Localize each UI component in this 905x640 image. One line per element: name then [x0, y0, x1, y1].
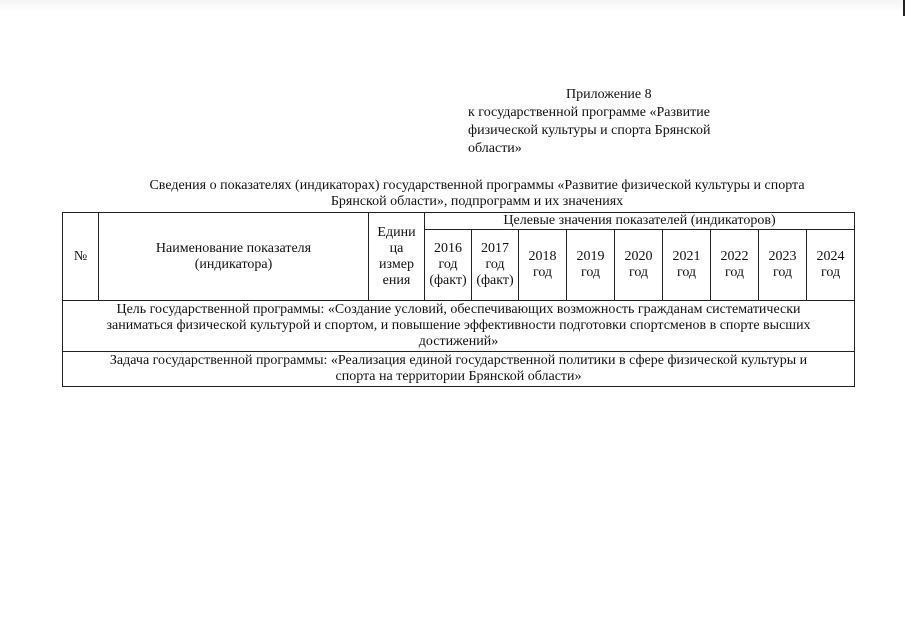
header-target-values: Целевые значения показателей (индикаторов) — [425, 213, 855, 230]
header-indicator-name: Наименование показателя (индикатора) — [99, 213, 369, 301]
header-year: 2023 год — [759, 230, 807, 301]
heading-line: Брянской области», подпрограмм и их значениях — [330, 194, 624, 209]
header-year: 2022 год — [711, 230, 759, 301]
program-task-row: Задача государственной программы: «Реализация единой государственной политики в сфере физической культуры и спорта на территории Брянской области» — [63, 352, 855, 387]
indicators-table — [62, 212, 855, 387]
appendix-line: области» — [468, 141, 522, 156]
appendix-note — [468, 86, 758, 158]
header-number: № — [63, 213, 99, 301]
heading-line: Сведения о показателях (индикаторах) государственной программы «Развитие физической культуры и спорта — [149, 178, 805, 193]
header-year: 2017 год (факт) — [472, 230, 519, 301]
scan-edge — [0, 0, 905, 12]
header-year: 2021 год — [663, 230, 711, 301]
header-unit: Едини ца измер ения — [369, 213, 425, 301]
header-year: 2024 год — [807, 230, 855, 301]
appendix-line: физической культуры и спорта Брянской — [468, 123, 711, 138]
appendix-line: к государственной программе «Развитие — [468, 105, 710, 120]
header-year: 2019 год — [567, 230, 615, 301]
header-year: 2018 год — [519, 230, 567, 301]
header-year: 2016 год (факт) — [425, 230, 472, 301]
document-heading — [62, 178, 892, 210]
appendix-title: Приложение 8 — [566, 87, 652, 102]
header-year: 2020 год — [615, 230, 663, 301]
program-goal-row: Цель государственной программы: «Создание условий, обеспечивающих возможность гражданам систематически заниматься физической культурой и спортом, и повышение эффективности подготовки спортсменов в спорте высших достижений» — [63, 301, 855, 352]
